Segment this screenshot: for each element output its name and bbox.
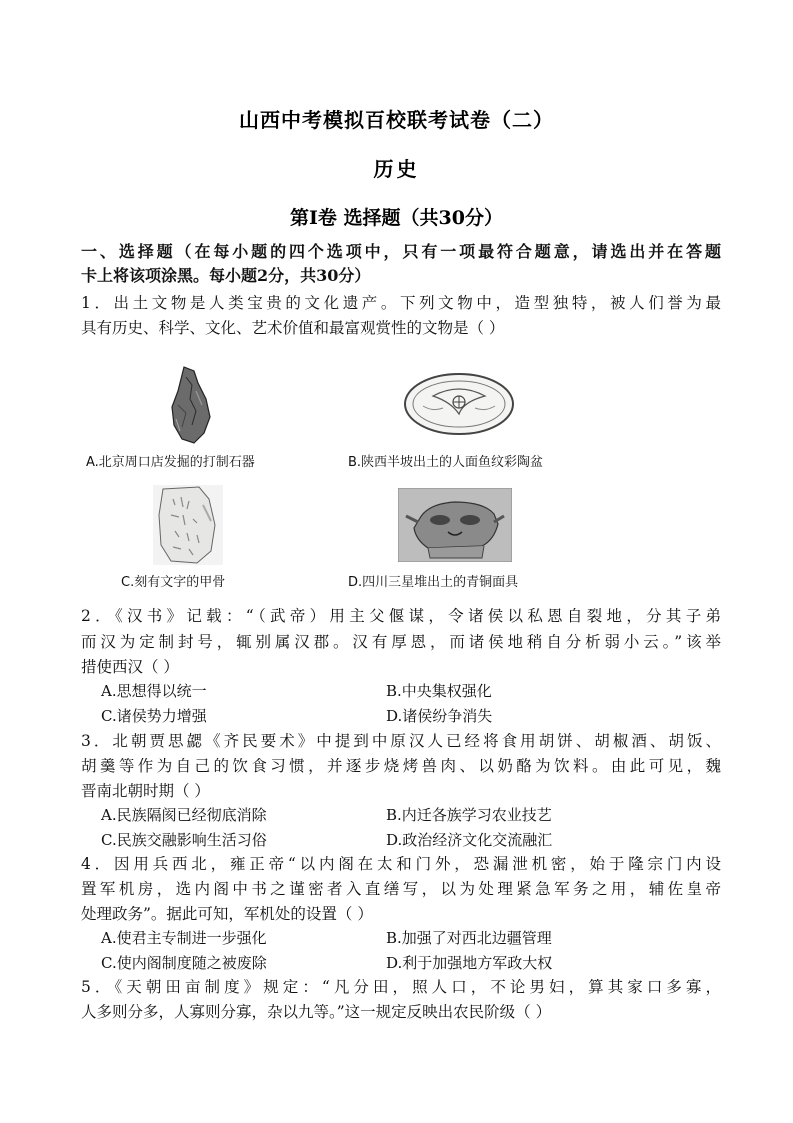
stone-tool-image [168, 365, 212, 445]
q1-option-b: B.陕西半坡出土的人面鱼纹彩陶盆 [348, 455, 544, 470]
subject-title: 历史 [373, 157, 420, 181]
oracle-bone-image [153, 485, 223, 565]
q2-stem-cont: 而汉为定制封号，辄别属汉郡。汉有厚恩，而诸侯地稍自分析弱小云。”该举 [81, 633, 721, 651]
q4-option-d: D.利于加强地方军政大权 [386, 954, 553, 972]
q2-stem-end: 措使西汉（ ） [81, 658, 179, 676]
q3-option-a: A.民族隔阂已经彻底消除 [101, 806, 267, 824]
bronze-mask-image [398, 488, 512, 562]
exam-title: 山西中考模拟百校联考试卷（二） [239, 108, 554, 132]
q3-option-d: D.政治经济文化交流融汇 [386, 831, 553, 849]
q2-stem: 2．《汉书》记载：“（武帝）用主父偃谋，令诸侯以私恩自裂地，分其子弟 [81, 607, 721, 625]
q1-option-c: C.刻有文字的甲骨 [121, 575, 226, 590]
q4-option-b: B.加强了对西北边疆管理 [386, 929, 552, 947]
q4-option-c: C.使内阁制度随之被废除 [101, 954, 267, 972]
q1-option-d: D.四川三星堆出土的青铜面具 [348, 575, 519, 590]
section-heading-cont: 卡上将该项涂黑。每小题2分，共30分） [81, 266, 371, 285]
q2-option-b: B.中央集权强化 [386, 682, 492, 700]
q3-option-b: B.内迁各族学习农业技艺 [386, 806, 552, 824]
q4-stem-end: 处理政务”。据此可知，军机处的设置（ ） [81, 905, 373, 923]
pottery-basin-image [403, 372, 515, 438]
q3-stem-end: 晋南北朝时期（ ） [81, 782, 210, 800]
q3-stem-cont: 胡羹等作为自己的饮食习惯，并逐步烧烤兽肉、以奶酪为饮料。由此可见，魏 [81, 757, 721, 775]
q1-stem: 1．出土文物是人类宝贵的文化遗产。下列文物中，造型独特，被人们誉为最 [81, 294, 721, 312]
q4-stem: 4．因用兵西北，雍正帝“以内阁在太和门外，恐漏泄机密，始于隆宗门内设 [81, 855, 721, 873]
q3-stem: 3．北朝贾思勰《齐民要术》中提到中原汉人已经将食用胡饼、胡椒酒、胡饭、 [81, 732, 721, 750]
q2-option-c: C.诸侯势力增强 [101, 707, 207, 725]
q5-stem: 5．《天朝田亩制度》规定：“凡分田，照人口，不论男妇，算其家口多寡， [81, 978, 721, 996]
q4-option-a: A.使君主专制进一步强化 [101, 929, 267, 947]
section-heading: 一、选择题（在每小题的四个选项中，只有一项最符合题意，请选出并在答题 [81, 242, 721, 261]
q2-option-a: A.思想得以统一 [101, 682, 207, 700]
q3-option-c: C.民族交融影响生活习俗 [101, 831, 267, 849]
q5-stem-cont: 人多则分多，人寡则分寡，杂以九等。”这一规定反映出农民阶级（ ） [81, 1003, 552, 1021]
part-title: 第Ⅰ卷 选择题（共30分） [290, 207, 503, 229]
q4-stem-cont: 置军机房，选内阁中书之谨密者入直缮写，以为处理紧急军务之用，辅佐皇帝 [81, 880, 721, 898]
q1-option-a: A.北京周口店发掘的打制石器 [86, 455, 255, 470]
q2-option-d: D.诸侯纷争消失 [386, 707, 493, 725]
q1-stem-cont: 具有历史、科学、文化、艺术价值和最富观赏性的文物是（ ） [81, 319, 505, 337]
